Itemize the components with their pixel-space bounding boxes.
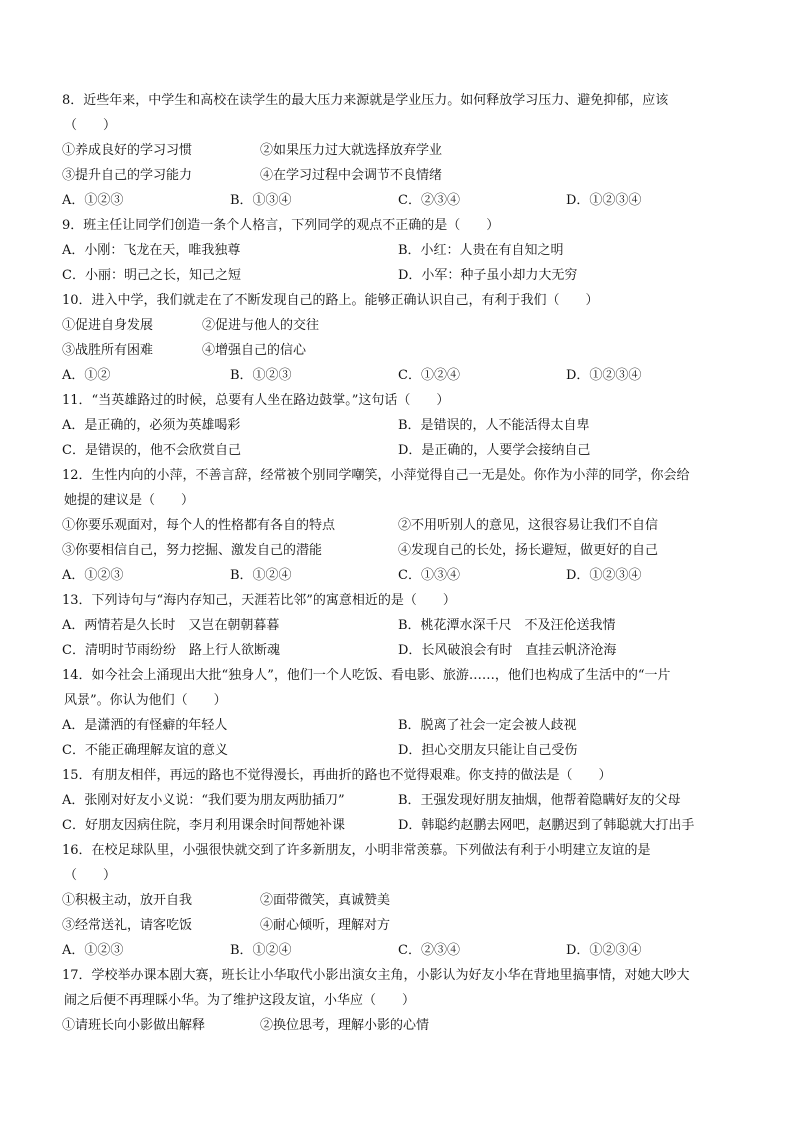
option-b[interactable]: B．①③④ xyxy=(230,193,292,208)
item: ①你要乐观面对，每个人的性格都有各自的特点 xyxy=(62,518,336,533)
option-a[interactable]: A．①②③ xyxy=(62,568,124,583)
item: ③你要相信自己，努力挖掘、激发自己的潜能 xyxy=(62,543,323,558)
option-c[interactable]: C．不能正确理解友谊的意义 xyxy=(62,743,228,758)
question-16-items-row-1 xyxy=(62,888,742,913)
item: ①养成良好的学习习惯 xyxy=(62,143,193,158)
option-a[interactable]: A．①②③ xyxy=(62,193,124,208)
option-d[interactable]: D．担心交朋友只能让自己受伤 xyxy=(398,743,578,758)
question-12-options xyxy=(62,563,742,588)
question-14-options-row-2 xyxy=(62,738,742,763)
option-c[interactable]: C．②③④ xyxy=(398,943,460,958)
question-9-stem: 9．班主任让同学们创造一条个人格言，下列同学的观点不正确的是（ ） xyxy=(62,218,500,233)
option-b[interactable]: B．脱离了社会一定会被人歧视 xyxy=(398,718,577,733)
option-c[interactable]: C．是错误的，他不会欣赏自己 xyxy=(62,443,241,458)
question-9-options-row-2 xyxy=(62,263,742,288)
option-c[interactable]: C．清明时节雨纷纷 路上行人欲断魂 xyxy=(62,643,280,658)
question-16-items-row-2 xyxy=(62,913,742,938)
item: ③提升自己的学习能力 xyxy=(62,168,193,183)
question-11-options-row-1 xyxy=(62,413,742,438)
option-b[interactable]: B．王强发现好朋友抽烟，他帮着隐瞒好友的父母 xyxy=(398,793,681,808)
option-d[interactable]: D．长风破浪会有时 直挂云帆济沧海 xyxy=(398,643,617,658)
item: ④耐心倾听，理解对方 xyxy=(260,918,391,933)
item: ②如果压力过大就选择放弃学业 xyxy=(260,143,443,158)
question-15-options-row-2 xyxy=(62,813,742,838)
question-8-options xyxy=(62,188,742,213)
option-b[interactable]: B．①②④ xyxy=(230,943,292,958)
question-15-stem: 15．有朋友相伴，再远的路也不觉得漫长，再曲折的路也不觉得艰难。你支持的做法是（ ） xyxy=(62,768,612,783)
option-a[interactable]: A．是潇洒的有怪癖的年轻人 xyxy=(62,718,228,733)
question-8-stem-2: （ ） xyxy=(64,118,117,133)
item: ④增强自己的信心 xyxy=(202,343,307,358)
option-b[interactable]: B．①②③ xyxy=(230,368,292,383)
question-16-stem-1: 16．在校足球队里，小强很快就交到了许多新朋友，小明非常羡慕。下列做法有利于小明建立友谊的是 xyxy=(62,843,651,858)
question-13-options-row-2 xyxy=(62,638,742,663)
option-c[interactable]: C．②③④ xyxy=(398,193,460,208)
item: ④在学习过程中会调节不良情绪 xyxy=(260,168,443,183)
option-c[interactable]: C．①②④ xyxy=(398,368,460,383)
option-d[interactable]: D．①②③④ xyxy=(566,568,642,583)
question-12-stem-1: 12．生性内向的小萍，不善言辞，经常被个别同学嘲笑，小萍觉得自己一无是处。你作为小萍的同学，你会给 xyxy=(62,468,690,483)
option-c[interactable]: C．小丽：明己之长，知己之短 xyxy=(62,268,241,283)
question-sheet xyxy=(62,88,742,1038)
option-c[interactable]: C．好朋友因病住院，李月利用课余时间帮她补课 xyxy=(62,818,345,833)
item: ③战胜所有困难 xyxy=(62,343,154,358)
question-17-stem-2: 闹之后便不再理睬小华。为了维护这段友谊，小华应（ ） xyxy=(64,993,416,1008)
question-17-items-row-1 xyxy=(62,1013,742,1038)
item: ②面带微笑，真诚赞美 xyxy=(260,893,391,908)
question-12-items-row-2 xyxy=(62,538,742,563)
question-8-items-row-1 xyxy=(62,138,742,163)
question-11-options-row-2 xyxy=(62,438,742,463)
question-17-stem-1: 17．学校举办课本剧大赛，班长让小华取代小影出演女主角，小影认为好友小华在背地里搞事情，对她大吵大 xyxy=(62,968,690,983)
question-9-options-row-1 xyxy=(62,238,742,263)
question-10-stem: 10．进入中学，我们就走在了不断发现自己的路上。能够正确认识自己，有利于我们（ ） xyxy=(62,293,599,308)
item: ①请班长向小影做出解释 xyxy=(62,1018,206,1033)
question-16-options xyxy=(62,938,742,963)
option-a[interactable]: A．①②③ xyxy=(62,943,124,958)
item: ②不用听别人的意见，这很容易让我们不自信 xyxy=(398,518,659,533)
option-c[interactable]: C．①③④ xyxy=(398,568,460,583)
option-b[interactable]: B．桃花潭水深千尺 不及汪伦送我情 xyxy=(398,618,616,633)
option-a[interactable]: A．张刚对好友小义说：“我们要为朋友两肋插刀” xyxy=(62,793,345,808)
question-8-stem-1: 8．近些年来，中学生和高校在读学生的最大压力来源就是学业压力。如何释放学习压力、避免抑郁，应该 xyxy=(62,93,669,108)
question-11-stem: 11．“当英雄路过的时候，总要有人坐在路边鼓掌。”这句话（ ） xyxy=(62,393,450,408)
option-d[interactable]: D．韩聪约赵鹏去网吧，赵鹏迟到了韩聪就大打出手 xyxy=(398,818,695,833)
item: ①积极主动，放开自我 xyxy=(62,893,193,908)
item: ③经常送礼，请客吃饭 xyxy=(62,918,193,933)
option-b[interactable]: B．小红：人贵在有自知之明 xyxy=(398,243,564,258)
option-d[interactable]: D．是正确的，人要学会接纳自己 xyxy=(398,443,591,458)
question-8-items-row-2 xyxy=(62,163,742,188)
item: ②促进与他人的交往 xyxy=(202,318,320,333)
question-16-stem-2: （ ） xyxy=(64,868,117,883)
question-14-options-row-1 xyxy=(62,713,742,738)
question-14-stem-1: 14．如今社会上涌现出大批“独身人”，他们一个人吃饭、看电影、旅游……，他们也构成了生活中的“一片 xyxy=(62,668,671,683)
item: ④发现自己的长处，扬长避短，做更好的自己 xyxy=(398,543,659,558)
option-a[interactable]: A．①② xyxy=(62,368,111,383)
question-10-items-row-2 xyxy=(62,338,742,363)
option-d[interactable]: D．①②③④ xyxy=(566,368,642,383)
option-a[interactable]: A．小刚：飞龙在天，唯我独尊 xyxy=(62,243,241,258)
option-b[interactable]: B．是错误的，人不能活得太自卑 xyxy=(398,418,590,433)
question-13-stem: 13．下列诗句与“海内存知己，天涯若比邻”的寓意相近的是（ ） xyxy=(62,593,456,608)
question-10-items-row-1 xyxy=(62,313,742,338)
option-d[interactable]: D．小军：种子虽小却力大无穷 xyxy=(398,268,578,283)
option-b[interactable]: B．①②④ xyxy=(230,568,292,583)
item: ①促进自身发展 xyxy=(62,318,154,333)
question-14-stem-2: 风景”。你认为他们（ ） xyxy=(64,693,227,708)
item: ②换位思考，理解小影的心情 xyxy=(260,1018,430,1033)
question-10-options xyxy=(62,363,742,388)
option-d[interactable]: D．①②③④ xyxy=(566,193,642,208)
option-a[interactable]: A．两情若是久长时 又岂在朝朝暮暮 xyxy=(62,618,280,633)
question-12-stem-2: 她提的建议是（ ） xyxy=(64,493,195,508)
question-12-items-row-1 xyxy=(62,513,742,538)
question-15-options-row-1 xyxy=(62,788,742,813)
question-13-options-row-1 xyxy=(62,613,742,638)
option-a[interactable]: A．是正确的，必须为英雄喝彩 xyxy=(62,418,241,433)
option-d[interactable]: D．①②③④ xyxy=(566,943,642,958)
